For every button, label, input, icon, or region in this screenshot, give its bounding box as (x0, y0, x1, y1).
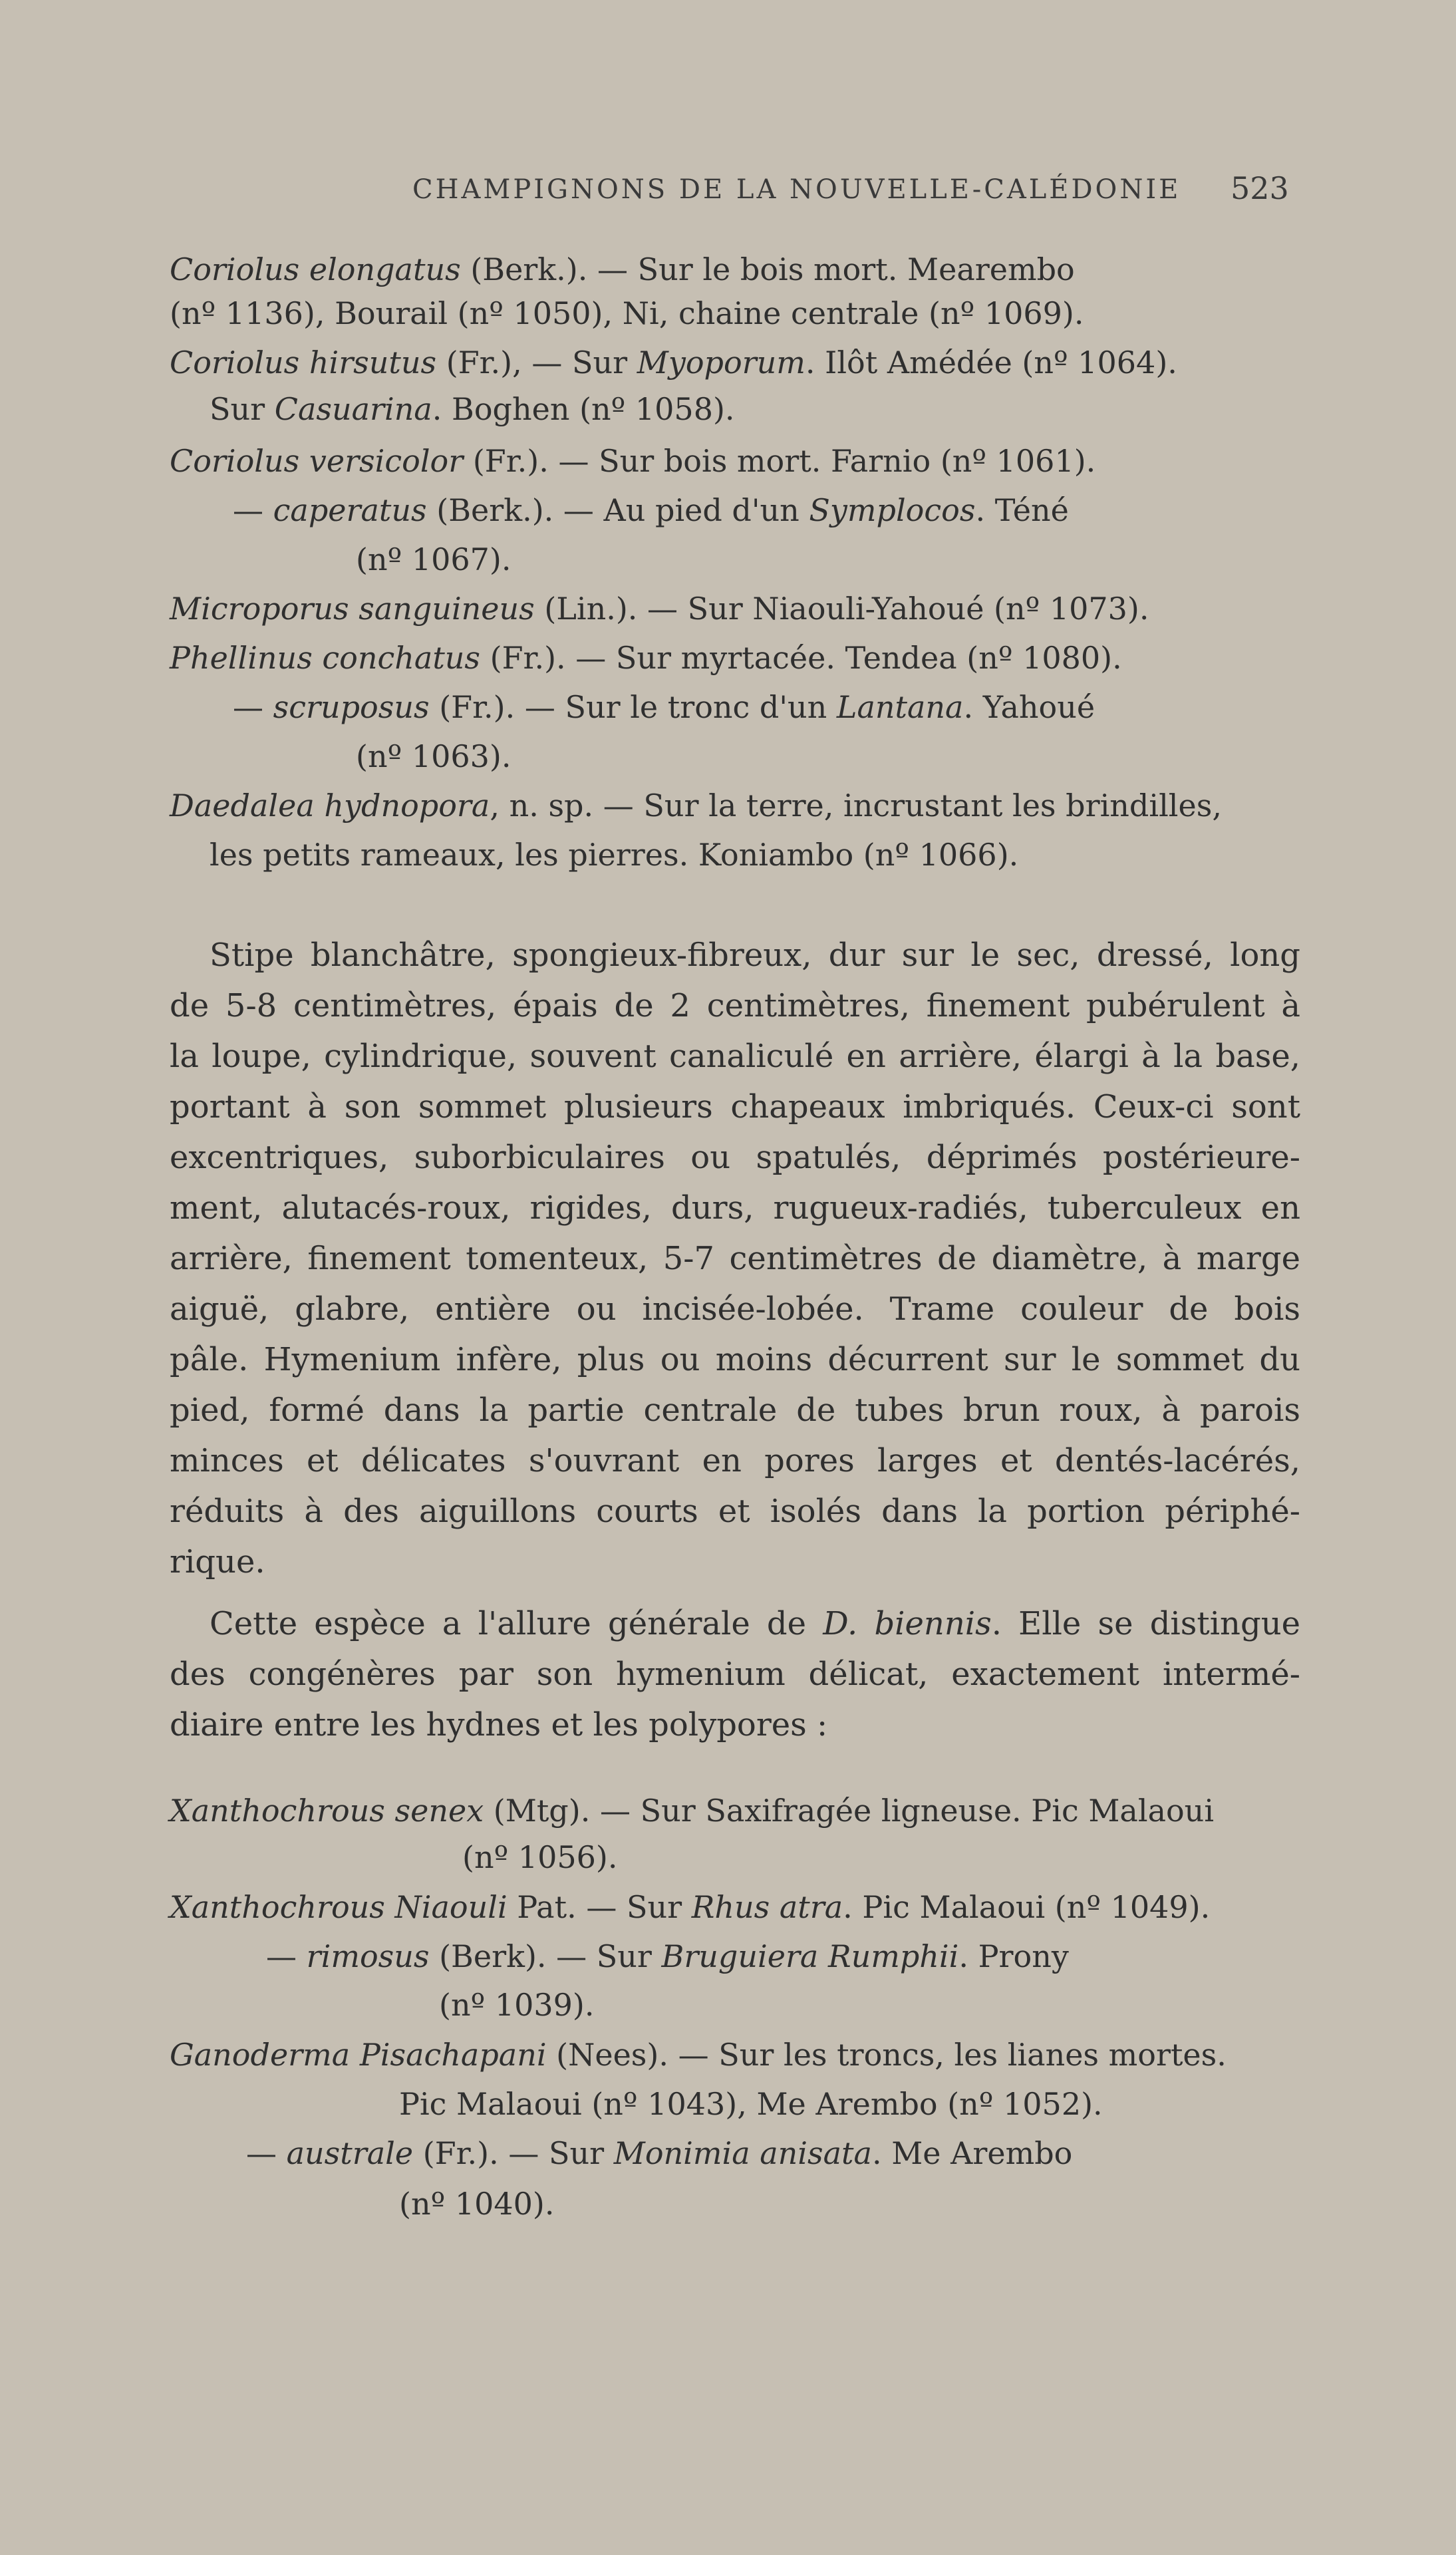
species-name-italic: Xanthochrous Niaouli (170, 1889, 508, 1925)
paragraph-line: arrière, finement tomenteux, 5-7 centimètres de diamètre, à marge (170, 1240, 1300, 1277)
species-name-italic: Bruguiera Rumphii (661, 1938, 959, 1974)
species-entry-line (170, 341, 1456, 384)
entry-text: . Me Arembo (871, 2135, 1073, 2171)
paragraph-line (210, 1598, 1300, 1649)
species-entry-line (462, 1835, 1456, 1879)
entry-text: (Fr.). — Sur (413, 2135, 614, 2171)
paragraph-line: aiguë, glabre, entière ou incisée-lobée. Trame couleur de bois (170, 1290, 1300, 1328)
entry-text: (Berk). — Sur (429, 1938, 662, 1974)
species-entry-line (439, 1983, 1456, 2027)
entry-text: . Prony (958, 1938, 1069, 1974)
entry-text: (Berk.). — Au pied d'un (426, 492, 809, 528)
species-name-italic: Coriolus hirsutus (170, 345, 437, 380)
species-name-italic: Coriolus versicolor (170, 443, 464, 479)
species-name-italic: Lantana (836, 689, 964, 725)
species-name-italic: Casuarina (274, 391, 432, 427)
species-name-italic: rimosus (306, 1938, 430, 1974)
species-name-italic: Myoporum (637, 345, 805, 380)
entry-text: (nº 1067). (356, 541, 511, 577)
species-entry-line (170, 784, 1456, 827)
species-entry-line (356, 734, 1456, 778)
species-entry-line (246, 2131, 1456, 2175)
paragraph-line: pied, formé dans la partie centrale de tubes brun roux, à parois (170, 1392, 1300, 1429)
entry-text: . Pic Malaoui (nº 1049). (843, 1889, 1211, 1925)
species-name-italic: caperatus (273, 492, 427, 528)
paragraph-line: pâle. Hymenium infère, plus ou moins décurrent sur le sommet du (170, 1341, 1300, 1378)
species-entry-line (266, 1934, 1456, 1978)
entry-text: les petits rameaux, les pierres. Koniambo (nº 1066). (210, 837, 1019, 873)
entry-text: Sur (210, 391, 275, 427)
paragraph-line: Stipe blanchâtre, spongieux-fibreux, dur sur le sec, dressé, long (210, 937, 1300, 974)
paragraph-line: portant à son sommet plusieurs chapeaux imbriqués. Ceux-ci sont (170, 1088, 1300, 1126)
entry-text: Pic Malaoui (nº 1043), Me Arembo (nº 1052). (399, 2086, 1103, 2122)
species-entry-line (210, 833, 1456, 877)
species-entry-line (170, 636, 1456, 680)
entry-text: (Berk.). — Sur le bois mort. Mearembo (460, 251, 1075, 287)
entry-text: (Fr.). — Sur bois mort. Farnio (nº 1061). (463, 443, 1096, 479)
entry-text: — (233, 492, 273, 528)
entry-text: — (266, 1938, 307, 1974)
entry-text: (nº 1039). (439, 1987, 595, 2023)
entry-text: . Boghen (nº 1058). (432, 391, 735, 427)
species-name-italic: scruposus (273, 689, 430, 725)
paragraph-line: rique. (170, 1543, 265, 1580)
paragraph-line: minces et délicates s'ouvrant en pores larges et dentés-lacérés, (170, 1442, 1300, 1479)
entry-text: (Lin.). — Sur Niaouli-Yahoué (nº 1073). (534, 591, 1149, 627)
species-entry-line (170, 587, 1456, 631)
species-name-italic: Microporus sanguineus (170, 591, 535, 627)
species-entry-line (356, 537, 1456, 581)
paragraph-line: excentriques, suborbiculaires ou spatulés, déprimés postérieure- (170, 1139, 1300, 1176)
paragraph-line: de 5-8 centimètres, épais de 2 centimètres, finement pubérulent à (170, 987, 1300, 1024)
entry-text: (Fr.). — Sur le tronc d'un (429, 689, 837, 725)
species-name-italic: australe (286, 2135, 414, 2171)
paragraph-line: ment, alutacés-roux, rigides, durs, rugueux-radiés, tuberculeux en (170, 1189, 1300, 1227)
paragraph-line: diaire entre les hydnes et les polypores : (170, 1706, 828, 1743)
species-entry-line (170, 439, 1456, 483)
running-header (0, 170, 1456, 214)
entry-text: , n. sp. — Sur la terre, incrustant les brindilles, (490, 788, 1222, 824)
species-entry-line (170, 291, 1456, 335)
species-entry-line (399, 2082, 1456, 2126)
entry-text: — (246, 2135, 287, 2171)
species-name-italic: Rhus atra (691, 1889, 843, 1925)
species-entry-line (399, 2182, 1456, 2226)
species-entry-line (170, 247, 1456, 291)
page-number: 523 (1231, 170, 1289, 206)
species-name-italic: Phellinus conchatus (170, 640, 481, 676)
entry-text: (nº 1136), Bourail (nº 1050), Ni, chaine centrale (nº 1069). (170, 295, 1084, 331)
entry-text: (nº 1056). (462, 1839, 618, 1875)
paragraph-line: des congénères par son hymenium délicat, exactement intermé- (170, 1656, 1300, 1693)
species-entry-line (233, 685, 1456, 729)
entry-text: — (233, 689, 273, 725)
species-entry-line (170, 1885, 1456, 1929)
entry-text: (Nees). — Sur les troncs, les lianes mortes. (546, 2037, 1227, 2073)
species-name-italic: Xanthochrous senex (170, 1793, 484, 1829)
species-name-italic: D. biennis (823, 1605, 992, 1642)
entry-text: (Fr.). — Sur myrtacée. Tendea (nº 1080). (480, 640, 1122, 676)
paragraph-text: . Elle se distingue (991, 1605, 1301, 1642)
entry-text: (Mtg). — Sur Saxifragée ligneuse. Pic Malaoui (484, 1793, 1215, 1829)
species-name-italic: Coriolus elongatus (170, 251, 461, 287)
species-name-italic: Symplocos (809, 492, 976, 528)
header-title: CHAMPIGNONS DE LA NOUVELLE-CALÉDONIE (412, 174, 1181, 205)
entry-text: (Fr.), — Sur (436, 345, 637, 380)
paragraph-text: Cette espèce a l'allure générale de (210, 1605, 823, 1642)
entry-text: . Ilôt Amédée (nº 1064). (805, 345, 1177, 380)
species-name-italic: Monimia anisata (613, 2135, 872, 2171)
species-entry-line (210, 387, 1456, 431)
entry-text: (nº 1040). (399, 2186, 555, 2222)
entry-text: Pat. — Sur (507, 1889, 692, 1925)
species-entry-line (170, 1789, 1456, 1833)
species-name-italic: Daedalea hydnopora (170, 788, 490, 824)
paragraph-line: réduits à des aiguillons courts et isolés dans la portion périphé- (170, 1493, 1300, 1530)
species-entry-line (233, 488, 1456, 532)
entry-text: . Yahoué (963, 689, 1095, 725)
entry-text: (nº 1063). (356, 738, 511, 774)
paragraph-line: la loupe, cylindrique, souvent canaliculé en arrière, élargi à la base, (170, 1038, 1300, 1075)
species-name-italic: Ganoderma Pisachapani (170, 2037, 547, 2073)
species-entry-line (170, 2033, 1456, 2077)
entry-text: . Téné (975, 492, 1069, 528)
